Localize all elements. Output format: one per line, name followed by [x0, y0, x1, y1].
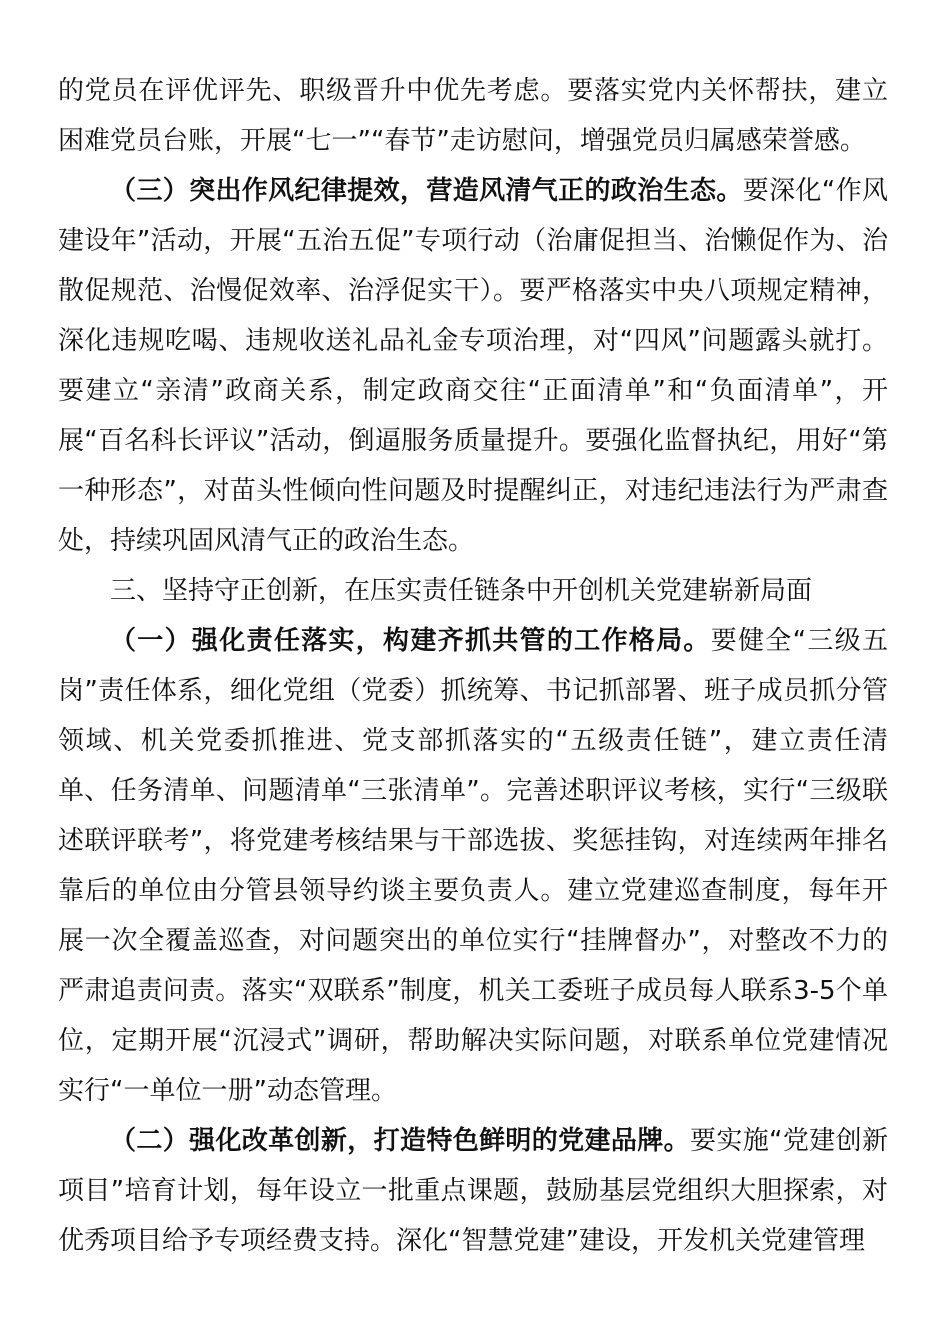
paragraph-body: 三、坚持守正创新，在压实责任链条中开创机关党建崭新局面 [110, 576, 813, 606]
chapter-heading [58, 566, 888, 616]
paragraph-section-1 [58, 616, 888, 1116]
paragraph-body: 要健全“三级五岗”责任体系，细化党组（党委）抓统筹、书记抓部署、班子成员抓分管领域、机关党委抓推进、党支部抓落实的“五级责任链”，建立责任清单、任务清单、问题清单“三张清单”。完善述职评议考核，实行“三级联述联评联考”，将党建考核结果与干部选拔、奖惩挂钩，对连续两年排名靠后的单位由分管县领导约谈主要负责人。建立党建巡查制度，每年开展一次全覆盖巡查，对问题突出的单位实行“挂牌督办”，对整改不力的严肃追责问责。落实“双联系”制度，机关工委班子成员每人联系3-5个单位，定期开展“沉浸式”调研，帮助解决实际问题，对联系单位党建情况实行“一单位一册”动态管理。 [58, 626, 888, 1106]
document-body [58, 66, 888, 1266]
paragraph-heading: （一）强化责任落实，构建齐抓共管的工作格局。 [110, 626, 711, 656]
paragraph-section-3 [58, 166, 888, 566]
paragraph-heading: （二）强化改革创新，打造特色鲜明的党建品牌。 [110, 1126, 690, 1156]
paragraph-continuation [58, 66, 888, 166]
paragraph-body: 要实施“党建创新项目”培育计划，每年设立一批重点课题，鼓励基层党组织大胆探索，对优秀项目给予专项经费支持。深化“智慧党建”建设，开发机关党建管理 [58, 1126, 888, 1256]
paragraph-heading: （三）突出作风纪律提效，营造风清气正的政治生态。 [110, 176, 743, 206]
paragraph-body: 的党员在评优评先、职级晋升中优先考虑。要落实党内关怀帮扶，建立困难党员台账，开展“七一”“春节”走访慰问，增强党员归属感荣誉感。 [58, 76, 888, 156]
paragraph-section-2 [58, 1116, 888, 1266]
paragraph-body: 要深化“作风建设年”活动，开展“五治五促”专项行动（治庸促担当、治懒促作为、治散促规范、治慢促效率、治浮促实干）。要严格落实中央八项规定精神，深化违规吃喝、违规收送礼品礼金专项治理，对“四风”问题露头就打。要建立“亲清”政商关系，制定政商交往“正面清单”和“负面清单”，开展“百名科长评议”活动，倒逼服务质量提升。要强化监督执纪，用好“第一种形态”，对苗头性倾向性问题及时提醒纠正，对违纪违法行为严肃查处，持续巩固风清气正的政治生态。 [58, 176, 888, 556]
